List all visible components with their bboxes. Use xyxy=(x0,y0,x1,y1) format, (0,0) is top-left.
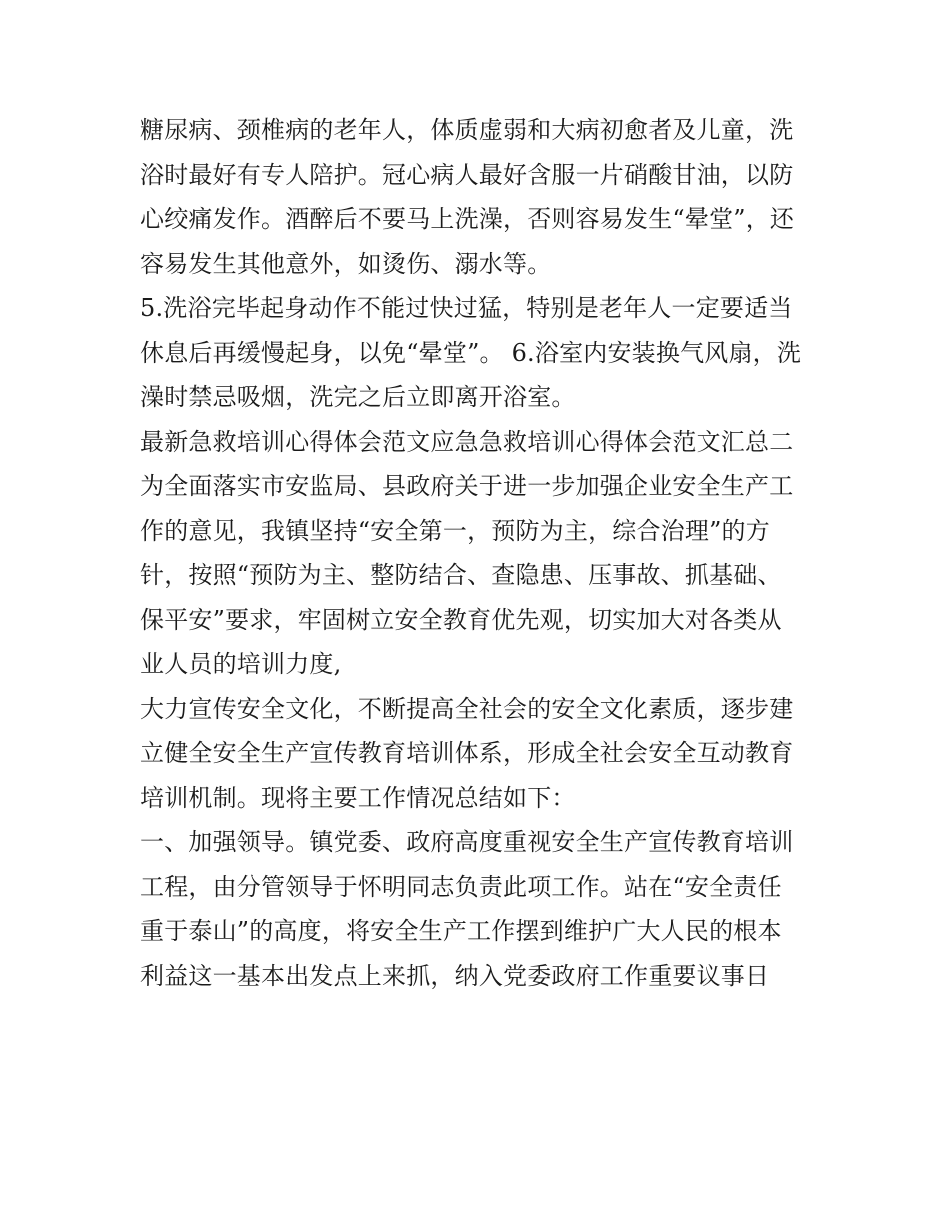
text-line: 保平安”要求，牢固树立安全教育优先观，切实加大对各类从 xyxy=(140,605,782,634)
body-text xyxy=(140,108,820,998)
text-line: 为全面落实市安监局、县政府关于进一步加强企业安全生产工 xyxy=(140,472,794,500)
text-line: 利益这一基本出发点上来抓，纳入党委政府工作重要议事日 xyxy=(140,961,770,990)
text-line: 作的意见，我镇坚持“安全第一，预防为主，综合治理”的方 xyxy=(140,516,770,545)
text-line: 大力宣传安全文化，不断提高全社会的安全文化素质，逐步建 xyxy=(140,694,794,723)
text-line: 休息后再缓慢起身，以免“晕堂”。 6.浴室内安装换气风扇，洗 xyxy=(140,338,802,367)
text-line: 重于泰山”的高度，将安全生产工作摆到维护广大人民的根本 xyxy=(140,917,782,945)
text-line: 业人员的培训力度, xyxy=(140,650,342,678)
text-line: 工程，由分管领导于怀明同志负责此项工作。站在“安全责任 xyxy=(140,872,782,901)
text-line: 浴时最好有专人陪护。冠心病人最好含服一片硝酸甘油，以防 xyxy=(140,160,794,189)
text-line: 培训机制。现将主要工作情况总结如下： xyxy=(140,783,576,812)
text-line: 立健全安全生产宣传教育培训体系，形成全社会安全互动教育 xyxy=(140,739,794,767)
text-line: 针，按照“预防为主、整防结合、查隐患、压事故、抓基础、 xyxy=(140,561,782,589)
text-line: 糖尿病、颈椎病的老年人，体质虚弱和大病初愈者及儿童，洗 xyxy=(140,116,794,144)
text-line: 5.洗浴完毕起身动作不能过快过猛，特别是老年人一定要适当 xyxy=(140,294,793,322)
text-line: 一、加强领导。镇党委、政府高度重视安全生产宣传教育培训 xyxy=(140,828,794,856)
text-line: 最新急救培训心得体会范文应急急救培训心得体会范文汇总二 xyxy=(140,427,794,456)
text-line: 容易发生其他意外，如烫伤、溺水等。 xyxy=(140,249,552,278)
text-line: 澡时禁忌吸烟，洗完之后立即离开浴室。 xyxy=(140,383,576,411)
text-line: 心绞痛发作。酒醉后不要马上洗澡，否则容易发生“晕堂”，还 xyxy=(140,205,795,233)
